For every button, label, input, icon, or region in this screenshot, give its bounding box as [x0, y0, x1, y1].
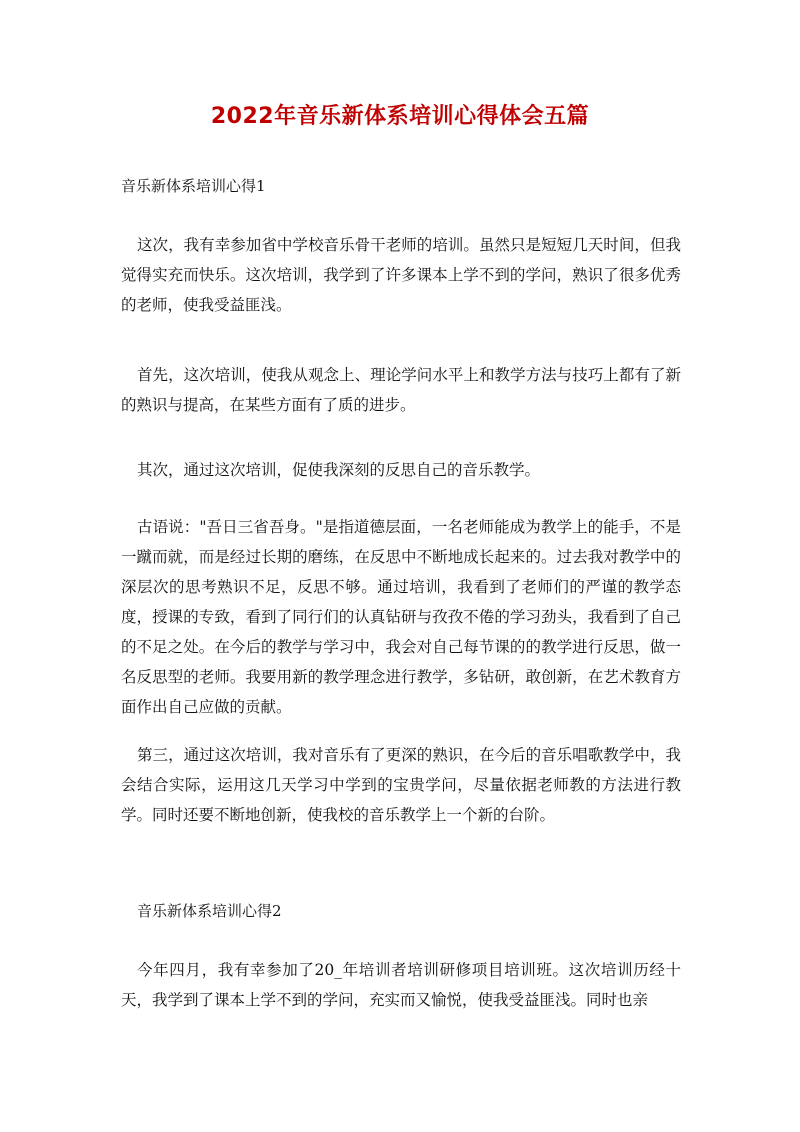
- paragraph-5: 第三，通过这次培训，我对音乐有了更深的熟识，在今后的音乐唱歌教学中，我会结合实际，运用这几天学习中学到的宝贵学问，尽量依据老师教的方法进行教学。同时还要不断地创新，使我校的音乐教学上一个新的台阶。: [121, 746, 681, 824]
- paragraph-6: 今年四月，我有幸参加了20_年培训者培训研修项目培训班。这次培训历经十天，我学到了课本上学不到的学问，充实而又愉悦，使我受益匪浅。同时也亲: [121, 961, 681, 1009]
- section-heading-1: 音乐新体系培训心得1: [121, 177, 266, 195]
- paragraph-4: 古语说："吾日三省吾身。"是指道德层面，一名老师能成为教学上的能手，不是一蹴而就，而是经过长期的磨练，在反思中不断地成长起来的。过去我对教学中的深层次的思考熟识不足，反思不够。通过培训，我看到了老师们的严谨的教学态度，授课的专致，看到了同行们的认真钻研与孜孜不倦的学习劲头，我看到了自己的不足之处。在今后的教学与学习中，我会对自己每节课的的教学进行反思，做一名反思型的老师。我要用新的教学理念进行教学，多钻研，敢创新，在艺术教育方面作出自己应做的贡献。: [121, 518, 681, 716]
- paragraph-3: 其次，通过这次培训，促使我深刻的反思自己的音乐教学。: [137, 461, 541, 479]
- paragraph-2: 首先，这次培训，使我从观念上、理论学问水平上和教学方法与技巧上都有了新的熟识与提高，在某些方面有了质的进步。: [121, 366, 681, 414]
- section-heading-2: 音乐新体系培训心得2: [137, 902, 282, 920]
- document-title: 2022年音乐新体系培训心得体会五篇: [210, 104, 590, 129]
- paragraph-1: 这次，我有幸参加省中学校音乐骨干老师的培训。虽然只是短短几天时间，但我觉得实充而快乐。这次培训，我学到了许多课本上学不到的学问，熟识了很多优秀的老师，使我受益匪浅。: [121, 236, 681, 314]
